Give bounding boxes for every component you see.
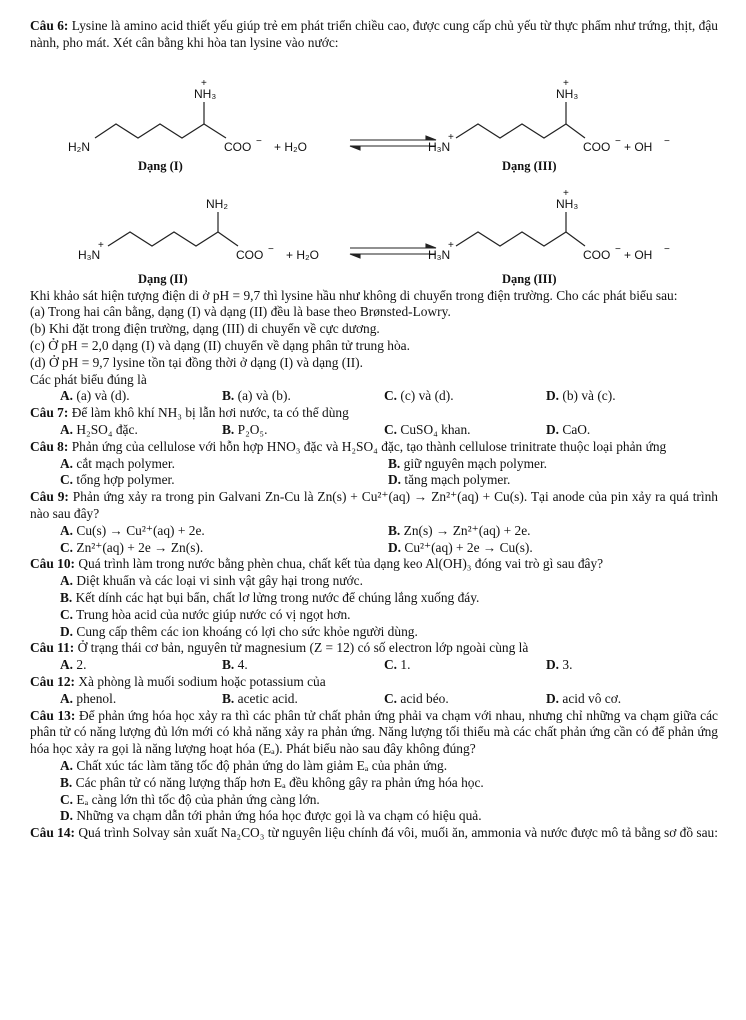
question-number: Câu 6: [30, 18, 69, 33]
form2-h3n: H₃N [78, 247, 101, 262]
question-7-options [30, 422, 718, 439]
option-d[interactable]: D. Những va chạm dẫn tới phản ứng hóa học được gọi là va chạm có hiệu quả. [60, 808, 482, 824]
option-b[interactable]: B. 4. [222, 657, 248, 673]
question-8 [30, 439, 718, 456]
scheme-captions-row2 [30, 272, 718, 288]
form3b-h3n-charge: + [448, 239, 454, 251]
form3a-caption: Dạng (III) [502, 158, 557, 173]
option-d[interactable]: D. acid vô cơ. [546, 690, 622, 706]
form3a-chain [456, 124, 585, 138]
option-b[interactable]: B. acetic acid. [222, 690, 298, 706]
question-14 [30, 825, 718, 842]
form3b-coo: COO [583, 247, 611, 262]
form3a-h3n: H₃N [428, 139, 451, 154]
form3b-caption: Dạng (III) [502, 271, 557, 286]
statement-b: (b) Khi đặt trong điện trường, dạng (III) di chuyển về cực dương. [30, 321, 380, 337]
form3a-coo-charge: − [615, 135, 621, 147]
question-stem: Phản ứng xảy ra trong pin Galvani Zn-Cu là Zn(s) + Cu²⁺(aq) → Zn²⁺(aq) + Cu(s). Tại anode của pin xảy ra quá trình nào sau đây? [30, 489, 718, 521]
option-a[interactable]: A. cắt mạch polymer. [60, 455, 175, 471]
form1-coo: COO [224, 139, 252, 154]
form2-chain [108, 232, 238, 246]
option-a[interactable]: A. (a) và (d). [60, 388, 130, 404]
form1-chain [95, 124, 226, 138]
option-a[interactable]: A. 2. [60, 657, 87, 673]
question-10-options [30, 573, 718, 640]
form1-nh3-charge: + [201, 77, 207, 89]
question-number: Câu 14: [30, 825, 76, 841]
question-6-options [30, 388, 718, 405]
question-number: Câu 11: [30, 640, 75, 656]
form2-caption: Dạng (II) [138, 271, 188, 286]
form3a-h3n-charge: + [448, 131, 454, 143]
question-7 [30, 405, 718, 422]
question-stem: Xà phòng là muối sodium hoặc potassium của [78, 673, 326, 689]
question-12 [30, 674, 718, 691]
form1-plus-water: + H₂O [274, 139, 307, 154]
lysine-structures-svg [30, 52, 718, 272]
question-stem: Phản ứng của cellulose với hỗn hợp HNO₃ đặc và H₂SO₄ đặc, tạo thành cellulose trinitrate thuộc loại phản ứng [71, 438, 667, 454]
question-number: Câu 9: [30, 489, 69, 505]
option-c[interactable]: C. acid béo. [384, 690, 449, 706]
form2-nh2: NH₂ [206, 196, 228, 211]
option-c[interactable]: C. 1. [384, 657, 411, 673]
form2-plus-water: + H₂O [286, 247, 319, 262]
option-d[interactable]: D. (b) và (c). [546, 388, 616, 404]
form3b-h3n: H₃N [428, 247, 451, 262]
option-d[interactable]: D. 3. [546, 657, 573, 673]
question-6-context: Khi khảo sát hiện tượng điện di ở pH = 9,7 thì lysine hầu như không di chuyển trong điện trường. Cho các phát biểu sau: [30, 287, 678, 303]
form2-coo: COO [236, 247, 264, 262]
question-stem: Để phản ứng hóa học xảy ra thì các phân tử chất phản ứng phải va chạm với nhau, nhưng chỉ những va chạm giữa các phân tử có năng lượng đủ lớn mới có khả năng xảy ra phản ứng. Năng lượng tối thiểu mà các chất phản ứng cần có để phản ứng hóa học xảy ra gọi là năng lượng hoạt hóa (Eₐ). Phát biểu nào sau đây không đúng? [30, 707, 718, 757]
statement-c: (c) Ở pH = 2,0 dạng (I) và dạng (II) chuyển về dạng phân tử trung hòa. [30, 337, 410, 353]
option-c[interactable]: C. CuSO₄ khan. [384, 421, 471, 437]
question-number: Câu 13: [30, 707, 76, 723]
option-d[interactable]: D. Cu²⁺(aq) + 2e → Cu(s). [388, 539, 533, 555]
question-number: Câu 8: [30, 438, 69, 454]
question-11-options [30, 657, 718, 674]
option-d[interactable]: D. Cung cấp thêm các ion khoáng có lợi cho sức khỏe người dùng. [60, 623, 418, 639]
form3a-oh-charge: − [664, 135, 670, 147]
option-d[interactable]: D. CaO. [546, 421, 591, 437]
option-a[interactable]: A. Cu(s) → Cu²⁺(aq) + 2e. [60, 522, 205, 538]
question-11 [30, 640, 718, 657]
question-6-prompt: Các phát biểu đúng là [30, 371, 147, 387]
question-12-options [30, 691, 718, 708]
form1-coo-charge: − [256, 135, 262, 147]
statement-a: (a) Trong hai cân bằng, dạng (I) và dạng (II) đều là base theo Brønsted-Lowry. [30, 304, 451, 320]
option-c[interactable]: C. Eₐ càng lớn thì tốc độ của phản ứng càng lớn. [60, 791, 320, 807]
form3a-nh3-charge: + [563, 77, 569, 89]
option-c[interactable]: C. tổng hợp polymer. [60, 472, 175, 488]
option-c[interactable]: C. Trung hòa acid của nước giúp nước có vị ngọt hơn. [60, 606, 351, 622]
statement-d: (d) Ở pH = 9,7 lysine tồn tại đồng thời ở dạng (I) và dạng (II). [30, 354, 363, 370]
question-13-options [30, 758, 718, 825]
option-b[interactable]: B. Kết dính các hạt bụi bẩn, chất lơ lửng trong nước để chúng lắng xuống đáy. [60, 589, 480, 605]
option-b[interactable]: B. Zn(s) → Zn²⁺(aq) + 2e. [388, 522, 531, 538]
eq-arrow-1-tail [350, 146, 360, 150]
option-a[interactable]: A. Diệt khuẩn và các loại vi sinh vật gây hại trong nước. [60, 573, 363, 589]
option-a[interactable]: A. H₂SO₄ đặc. [60, 421, 138, 437]
question-number: Câu 10: [30, 556, 76, 572]
form3a-plus-hydroxide: + OH [624, 139, 653, 154]
option-a[interactable]: A. Chất xúc tác làm tăng tốc độ phản ứng do làm giảm Eₐ của phản ứng. [60, 757, 448, 773]
form3a-nh3: NH₃ [556, 86, 579, 101]
form3b-oh-charge: − [664, 243, 670, 255]
option-b[interactable]: B. Các phân tử có năng lượng thấp hơn Eₐ đều không gây ra phản ứng hóa học. [60, 774, 484, 790]
question-number: Câu 7: [30, 405, 69, 421]
option-a[interactable]: A. phenol. [60, 690, 117, 706]
option-d[interactable]: D. tăng mạch polymer. [388, 472, 511, 488]
option-b[interactable]: B. giữ nguyên mạch polymer. [388, 455, 548, 471]
eq-arrow-2-tail [350, 254, 360, 258]
form3b-nh3-charge: + [563, 187, 569, 199]
form3b-nh3: NH₃ [556, 196, 579, 211]
question-stem: Để làm khô khí NH₃ bị lẫn hơi nước, ta có thể dùng [71, 405, 349, 421]
exam-page [30, 18, 718, 842]
question-number: Câu 12: [30, 673, 76, 689]
question-stem: Quá trình Solvay sản xuất Na₂CO₃ từ nguyên liệu chính đá vôi, muối ăn, ammonia và nước được mô tả bằng sơ đồ sau: [78, 825, 718, 841]
question-stem: Lysine là amino acid thiết yếu giúp trẻ em phát triển chiều cao, được cung cấp chủ yếu từ thực phẩm như trứng, thịt, đậu nành, pho mát. Xét cân bằng khi hòa tan lysine vào nước: [30, 18, 718, 50]
form1-nh3: NH₃ [194, 86, 217, 101]
form1-h2n: H₂N [68, 139, 90, 154]
form3b-chain [456, 232, 585, 246]
form1-caption: Dạng (I) [138, 158, 183, 173]
question-10 [30, 556, 718, 573]
question-stem: Ở trạng thái cơ bản, nguyên tử magnesium (Z = 12) có số electron lớp ngoài cùng là [77, 640, 529, 656]
form3b-plus-hydroxide: + OH [624, 247, 653, 262]
option-b[interactable]: B. (a) và (b). [222, 388, 291, 404]
question-8-options [30, 456, 718, 490]
question-9-options [30, 523, 718, 557]
option-c[interactable]: C. Zn²⁺(aq) + 2e → Zn(s). [60, 539, 204, 555]
question-9 [30, 489, 718, 523]
question-6 [30, 18, 718, 52]
option-b[interactable]: B. P₂O₅. [222, 421, 268, 437]
lysine-equilibrium-scheme [30, 52, 718, 272]
form3b-coo-charge: − [615, 243, 621, 255]
question-stem: Quá trình làm trong nước bằng phèn chua, chất kết tủa dạng keo Al(OH)₃ đóng vai trò gì sau đây? [78, 556, 604, 572]
form3a-coo: COO [583, 139, 611, 154]
form2-coo-charge: − [268, 243, 274, 255]
form2-h3n-charge: + [98, 239, 104, 251]
question-13 [30, 708, 718, 758]
option-c[interactable]: C. (c) và (d). [384, 388, 454, 404]
